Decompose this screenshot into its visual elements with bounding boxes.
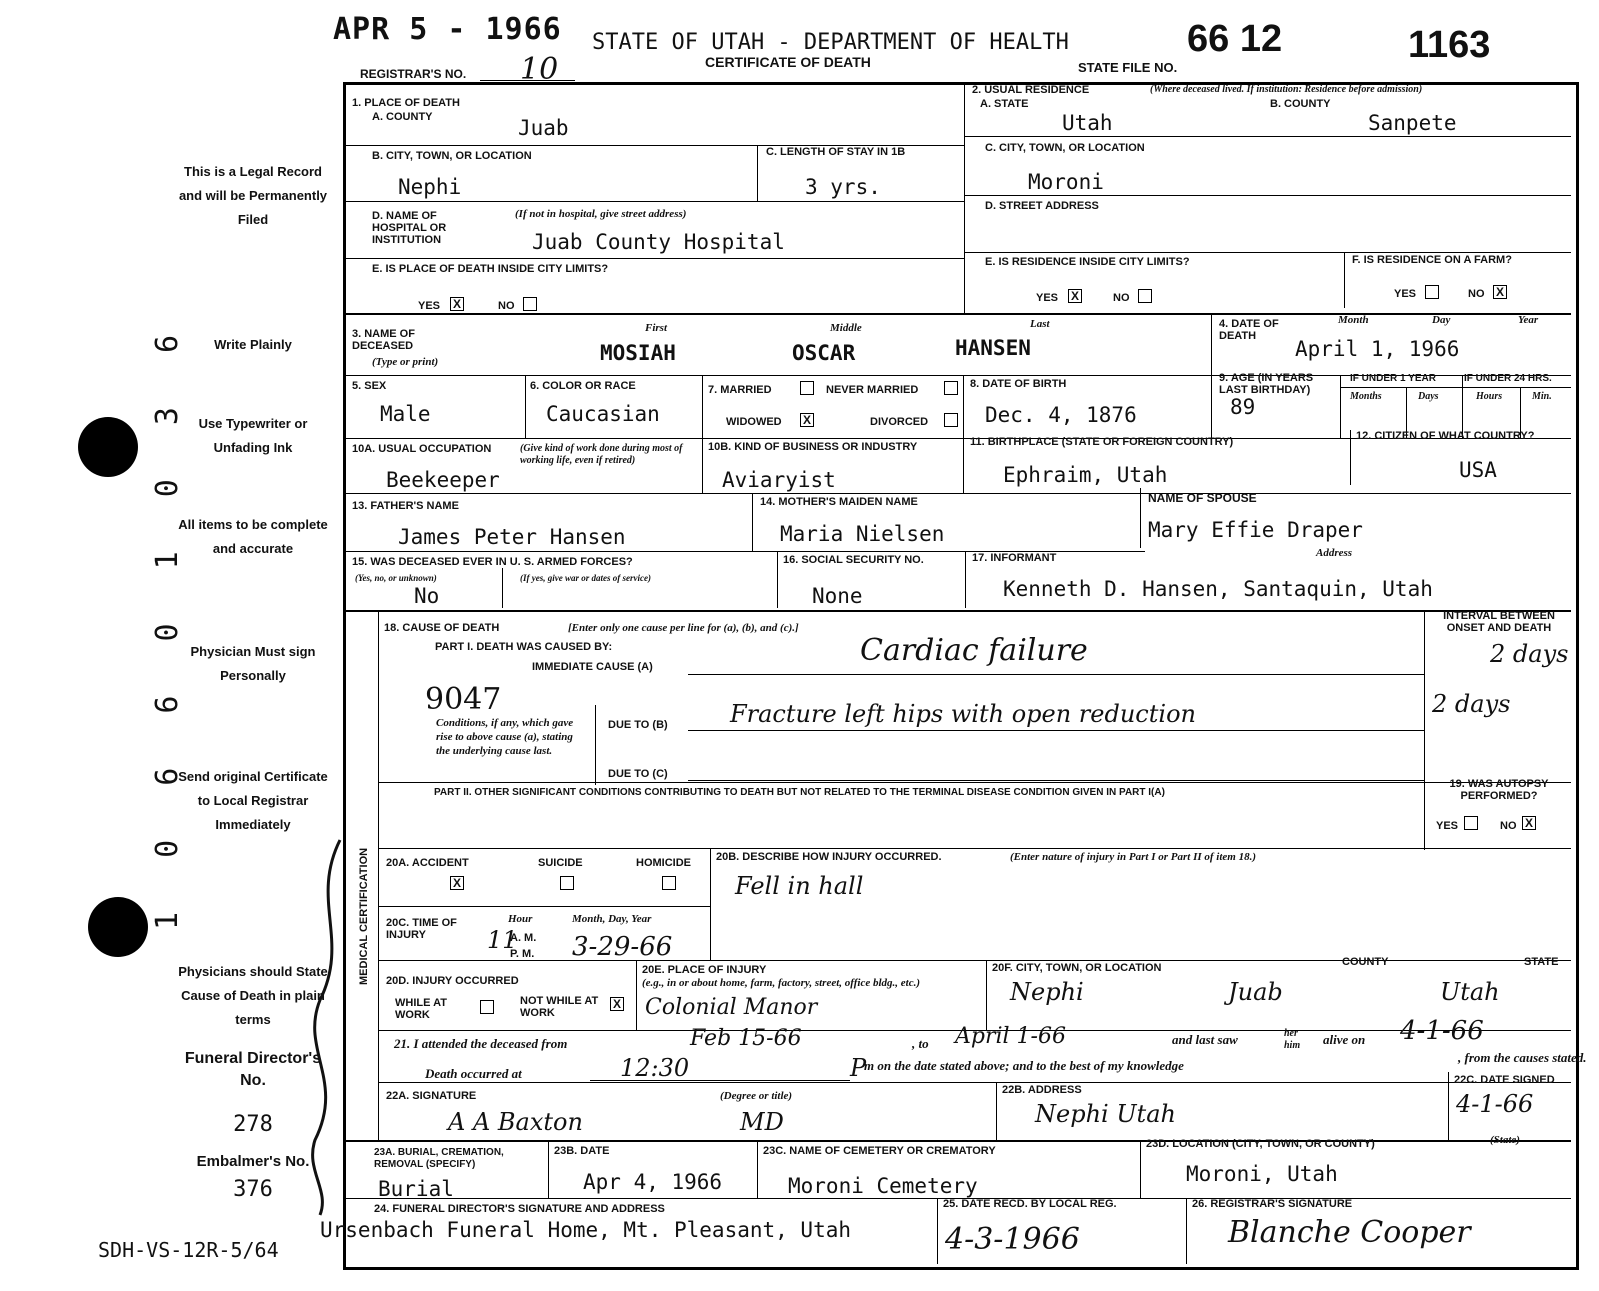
date-of-death-label: 4. DATE OF DEATH [1219,318,1279,342]
death-occurred-label: Death occurred at [425,1066,522,1081]
injury-description: Fell in hall [735,872,864,900]
length-of-stay-label: C. LENGTH OF STAY IN 1B [766,146,906,158]
widowed-label: WIDOWED [726,416,782,428]
state-file-label: STATE FILE NO. [1078,60,1178,75]
under-24-hours-label: IF UNDER 24 HRS. [1464,373,1552,384]
alive-on-label: alive on [1323,1032,1366,1047]
death-county-label: A. COUNTY [372,111,433,123]
physician-degree: MD [740,1108,784,1136]
death-day-label: Day [1432,314,1451,326]
embalmer-label: Embalmer's No. [196,1153,310,1170]
race: Caucasian [546,402,660,426]
punch-hole-top [78,417,138,477]
last-name-label: Last [1030,318,1050,330]
middle-name-label: Middle [830,322,862,334]
hospital-name: Juab County Hospital [532,230,785,254]
vertical-certificate-number: 1 0 6 6 0 1 0 3 6 [150,316,185,930]
burial-location: Moroni, Utah [1186,1162,1338,1186]
disposition: Burial [378,1177,454,1201]
armed-forces-label: 15. WAS DECEASED EVER IN U. S. ARMED FORCES? [352,556,633,568]
death-ampm: P [850,1054,867,1082]
registrar-signature-label: 26. REGISTRAR'S SIGNATURE [1192,1198,1353,1210]
informant: Kenneth D. Hansen, Santaquin, Utah [1003,577,1433,601]
cause-code: 9047 [425,682,502,717]
funeral-director-label: Funeral Director's No. [184,1050,322,1089]
burial-date-label: 23B. DATE [554,1145,610,1157]
sex-label: 5. SEX [352,380,387,392]
injury-date: 3-29-66 [572,932,673,962]
certificate-title: CERTIFICATE OF DEATH [705,54,871,70]
death-inside-yes-checkbox[interactable]: X [450,297,464,311]
cause-b: Fracture left hips with open reduction [730,700,1196,728]
attended-to: April 1-66 [955,1024,1066,1049]
degree-label: (Degree or title) [720,1090,793,1102]
death-city: Nephi [398,175,462,199]
deceased-name-label: 3. NAME OF DECEASED [352,328,415,352]
death-occurred-suffix: m on the date stated above; and to the best of my knowledge [864,1058,1184,1073]
age: 89 [1230,395,1256,419]
registrar-number-line [480,80,575,81]
registrar-number-label: REGISTRAR'S NO. [360,67,467,81]
death-month-label: Month [1338,314,1369,326]
married-checkbox[interactable] [800,381,814,395]
date-of-death: April 1, 1966 [1295,337,1460,361]
signature-label: 22A. SIGNATURE [386,1090,477,1102]
death-inside-no-checkbox[interactable] [523,297,537,311]
autopsy-no-label: NO [1500,820,1517,832]
never-married-checkbox[interactable] [944,381,958,395]
residence-city-label: C. CITY, TOWN, OR LOCATION [985,142,1145,154]
funeral-director-number: 278 [233,1112,273,1137]
sex: Male [380,402,431,426]
last-saw-label: and last saw [1172,1032,1238,1047]
am-label: A. M. [510,932,537,944]
punch-hole-bottom [88,897,148,957]
business-label: 10B. KIND OF BUSINESS OR INDUSTRY [708,441,918,453]
place-of-injury-label: 20E. PLACE OF INJURY [642,964,767,976]
death-inside-yes-label: YES [418,300,441,312]
suicide-label: SUICIDE [538,857,583,869]
state-title: STATE OF UTAH - DEPARTMENT OF HEALTH [592,30,1069,55]
age-label: 9. AGE (IN YEARS LAST BIRTHDAY) [1219,372,1314,396]
received-date-stamp: APR 5 - 1966 [333,12,562,47]
funeral-director-signature-label: 24. FUNERAL DIRECTOR'S SIGNATURE AND ADDRESS [374,1203,665,1215]
date-of-birth: Dec. 4, 1876 [985,403,1137,427]
spouse-name: Mary Effie Draper [1148,518,1363,542]
cemetery-label: 23C. NAME OF CEMETERY OR CREMATORY [763,1145,996,1157]
conditions-note: Conditions, if any, which gave rise to above cause (a), stating the underlying cause last. [436,717,574,757]
immediate-cause-label: IMMEDIATE CAUSE (A) [532,661,653,673]
hospital-note: (If not in hospital, give street address) [515,208,687,220]
last-name: HANSEN [955,336,1031,360]
due-to-b-label: DUE TO (B) [608,719,668,731]
death-county: Juab [518,116,569,140]
armed-service-note: (If yes, give war or dates of service) [520,573,651,583]
residence-label: 2. USUAL RESIDENCE [972,84,1090,96]
armed-forces-note: (Yes, no, or unknown) [355,573,437,583]
alive-suffix: , from the causes stated. [1458,1050,1587,1065]
place-of-injury-note: (e.g., in or about home, farm, factory, street, office bldg., etc.) [642,977,921,989]
death-time: 12:30 [620,1054,690,1082]
autopsy-yes-label: YES [1436,820,1459,832]
attended-to-label: , to [912,1036,929,1051]
interval-a: 2 days [1490,640,1569,668]
residence-farm-yes-checkbox[interactable] [1425,285,1439,299]
death-inside-city-label: E. IS PLACE OF DEATH INSIDE CITY LIMITS? [372,263,609,275]
armed-forces: No [414,584,440,608]
residence-farm-label: F. IS RESIDENCE ON A FARM? [1352,254,1512,266]
citizen-label: 12. CITIZEN OF WHAT COUNTRY? [1356,430,1535,442]
residence-inside-no-checkbox[interactable] [1138,289,1152,303]
injury-occurred-label: 20D. INJURY OCCURRED [386,975,519,987]
father-name: James Peter Hansen [398,525,626,549]
location-state-label: (State) [1490,1134,1520,1146]
social-security-label: 16. SOCIAL SECURITY NO. [783,554,924,566]
residence-farm-no-label: NO [1468,288,1485,300]
first-name: MOSIAH [600,341,676,365]
autopsy-label: 19. WAS AUTOPSY PERFORMED? [1449,778,1549,802]
place-of-death-label: 1. PLACE OF DEATH [352,97,460,109]
business: Aviaryist [722,468,836,492]
injury-state: Utah [1440,978,1500,1006]
days-label: Days [1418,391,1439,402]
date-received-label: 25. DATE RECD. BY LOCAL REG. [943,1198,1117,1210]
not-while-at-work-label: NOT WHILE AT WORK [520,995,599,1019]
occupation: Beekeeper [386,468,500,492]
accident-checkbox[interactable]: X [450,876,464,890]
place-of-injury: Colonial Manor [645,995,818,1020]
widowed-checkbox[interactable]: X [800,413,814,427]
father-label: 13. FATHER'S NAME [352,500,459,512]
describe-injury-label: 20B. DESCRIBE HOW INJURY OCCURRED. [716,851,942,863]
form-code: SDH-VS-12R-5/64 [98,1238,279,1262]
residence-inside-yes-checkbox[interactable]: X [1068,289,1082,303]
occupation-label: 10A. USUAL OCCUPATION [352,443,492,455]
injury-county-label: COUNTY [1342,956,1389,968]
street-address-label: D. STREET ADDRESS [985,200,1099,212]
attended-prefix: 21. I attended the deceased from [394,1036,568,1051]
injury-hour: 11 [487,926,518,954]
embalmer-number: 376 [233,1177,273,1202]
middle-name: OSCAR [792,341,856,365]
physician-signature: A A Baxton [448,1108,583,1136]
citizen: USA [1459,458,1497,482]
occupation-note: (Give kind of work done during most of working life, even if retired) [520,443,683,466]
residence-farm-no-checkbox[interactable]: X [1493,285,1507,299]
location-label: 23D. LOCATION (CITY, TOWN, OR COUNTY) [1146,1138,1375,1150]
residence-note: (Where deceased lived. If institution: Residence before admission) [1150,84,1423,95]
describe-injury-note: (Enter nature of injury in Part I or Part II of item 18.) [1010,851,1257,863]
never-married-label: NEVER MARRIED [826,384,919,396]
homicide-label: HOMICIDE [636,857,691,869]
under-one-year-label: IF UNDER 1 YEAR [1350,373,1436,384]
death-inside-no-label: NO [498,300,515,312]
deceased-name-note: (Type or print) [372,356,439,368]
date-signed-label: 22C. DATE SIGNED [1454,1074,1555,1086]
length-of-stay: 3 yrs. [805,175,881,199]
physician-address-label: 22B. ADDRESS [1002,1084,1082,1096]
while-at-work-label: WHILE AT WORK [395,997,447,1021]
accident-label: 20A. ACCIDENT [386,857,469,869]
informant-label: 17. INFORMANT [972,552,1057,564]
hospital-label: D. NAME OF HOSPITAL OR INSTITUTION [372,210,447,246]
disposition-label: 23A. BURIAL, CREMATION, REMOVAL (SPECIFY) [374,1147,504,1170]
married-label: 7. MARRIED [708,384,772,396]
her-him-label: her him [1284,1028,1301,1051]
mother-label: 14. MOTHER'S MAIDEN NAME [760,496,918,508]
months-label: Months [1350,391,1382,402]
hours-label: Hours [1476,391,1503,402]
informant-address-label: Address [1316,547,1353,559]
legal-record-note: This is a Legal Record and will be Permanently Filed [178,164,328,227]
cause-of-death-label: 18. CAUSE OF DEATH [384,622,500,634]
death-year-label: Year [1518,314,1539,326]
residence-city: Moroni [1028,170,1104,194]
month-day-year-label: Month, Day, Year [572,913,652,925]
physician-cause-note: Physicians should State Cause of Death in plain terms [178,964,328,1027]
birthplace: Ephraim, Utah [1003,463,1168,487]
injury-state-label: STATE [1524,956,1559,968]
write-plainly-note: Write Plainly [214,337,292,352]
residence-inside-city-label: E. IS RESIDENCE INSIDE CITY LIMITS? [985,256,1190,268]
spouse-label: NAME OF SPOUSE [1148,491,1257,505]
physician-sign-note: Physician Must sign Personally [190,644,316,683]
residence-inside-yes-label: YES [1036,292,1059,304]
injury-city: Nephi [1010,978,1084,1006]
interval-b: 2 days [1432,690,1511,718]
first-name-label: First [645,322,668,334]
while-at-work-checkbox[interactable] [480,1000,494,1014]
date-signed: 4-1-66 [1456,1090,1534,1118]
alive-date: 4-1-66 [1400,1016,1484,1046]
residence-inside-no-label: NO [1113,292,1130,304]
minutes-label: Min. [1532,391,1552,402]
mother-name: Maria Nielsen [780,522,945,546]
interval-label: INTERVAL BETWEEN ONSET AND DEATH [1443,610,1555,634]
medical-certification-label: MEDICAL CERTIFICATION [358,847,370,985]
due-to-c-label: DUE TO (C) [608,768,668,780]
send-original-note: Send original Certificate to Local Registrar Immediately [178,769,328,832]
registrar-number: 10 [520,52,559,87]
residence-state: Utah [1062,111,1113,135]
typewriter-note: Use Typewriter or Unfading Ink [198,416,308,455]
divorced-label: DIVORCED [870,416,929,428]
death-city-label: B. CITY, TOWN, OR LOCATION [372,150,532,162]
pm-label: P. M. [510,948,535,960]
suicide-checkbox[interactable] [560,876,574,890]
attended-from: Feb 15-66 [690,1026,802,1051]
not-while-at-work-checkbox[interactable]: X [610,997,624,1011]
hour-label: Hour [508,913,533,925]
complete-note: All items to be complete and accurate [178,517,328,556]
part2-label: PART II. OTHER SIGNIFICANT CONDITIONS CONTRIBUTING TO DEATH BUT NOT RELATED TO THE TERMINAL DISEASE CONDITION GIVEN IN PART I(A) [434,787,1165,798]
date-received: 4-3-1966 [945,1222,1080,1257]
birthplace-label: 11. BIRTHPLACE (STATE OR FOREIGN COUNTRY) [970,436,1234,448]
social-security: None [812,584,863,608]
date-of-birth-label: 8. DATE OF BIRTH [970,378,1067,390]
autopsy-no-checkbox[interactable]: X [1522,816,1536,830]
residence-county: Sanpete [1368,111,1457,135]
residence-farm-yes-label: YES [1394,288,1417,300]
time-of-injury-label: 20C. TIME OF INJURY [386,917,457,941]
residence-state-label: A. STATE [980,98,1029,110]
homicide-checkbox[interactable] [662,876,676,890]
residence-county-label: B. COUNTY [1270,98,1331,110]
file-number-part1: 66 12 [1187,18,1283,60]
part1-label: PART I. DEATH WAS CAUSED BY: [435,641,613,653]
race-label: 6. COLOR OR RACE [530,380,636,392]
burial-date: Apr 4, 1966 [583,1170,723,1194]
cemetery: Moroni Cemetery [788,1174,978,1198]
cause-a: Cardiac failure [860,633,1088,668]
divorced-checkbox[interactable] [944,413,958,427]
file-number-part2: 1163 [1408,24,1491,66]
funeral-director-address: Ursenbach Funeral Home, Mt. Pleasant, Utah [320,1218,852,1242]
physician-address: Nephi Utah [1035,1100,1176,1128]
autopsy-yes-checkbox[interactable] [1464,816,1478,830]
cause-of-death-note: [Enter only one cause per line for (a), (b), and (c).] [568,622,799,634]
registrar-signature: Blanche Cooper [1228,1215,1471,1250]
injury-city-label: 20F. CITY, TOWN, OR LOCATION [992,962,1162,974]
injury-county: Juab [1228,978,1283,1006]
